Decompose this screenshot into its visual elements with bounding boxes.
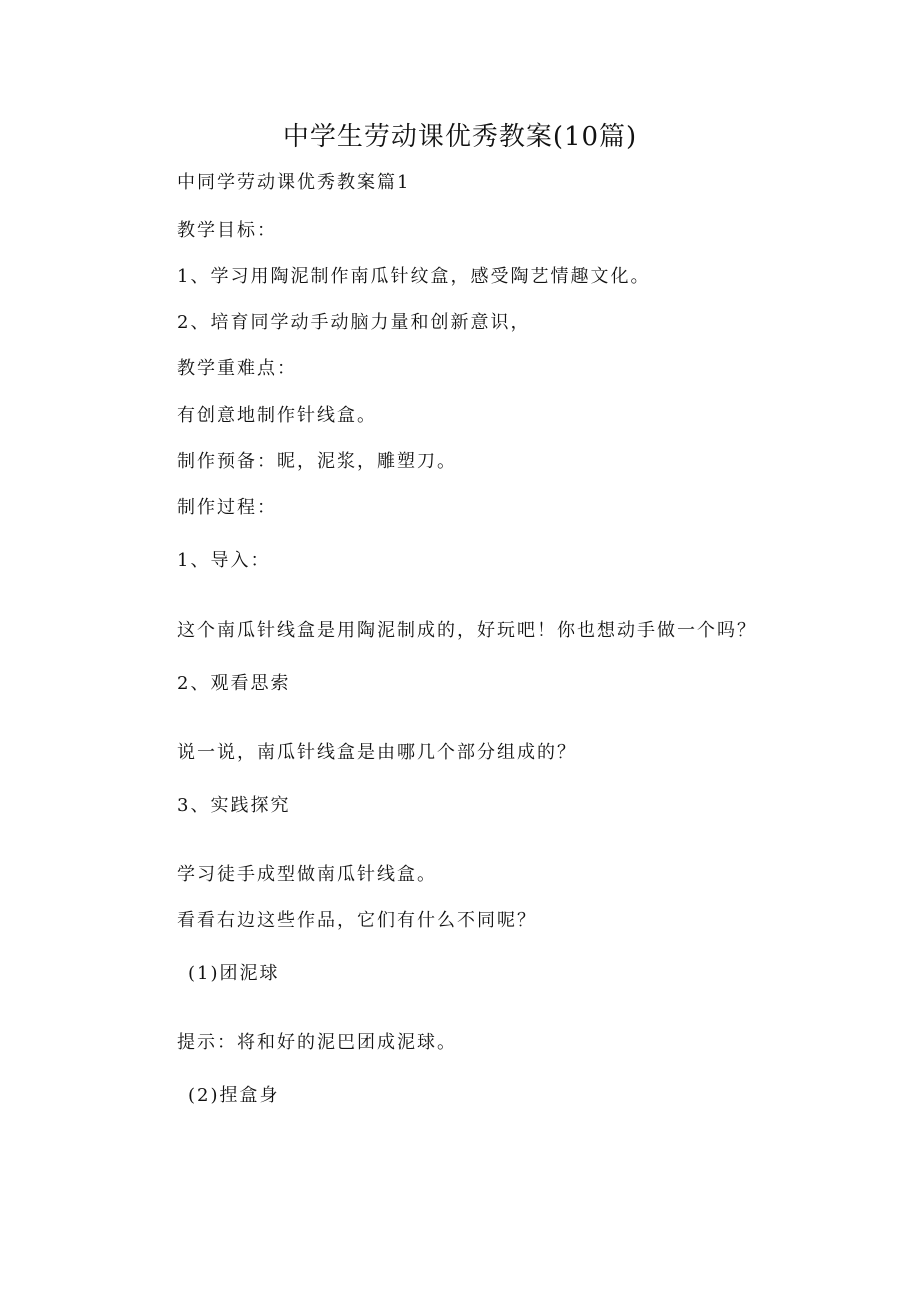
section-heading: 中同学劳动课优秀教案篇1: [177, 172, 411, 193]
text-line: 看看右边这些作品，它们有什么不同呢？: [177, 910, 537, 931]
text-line: 说一说，南瓜针线盒是由哪几个部分组成的？: [177, 742, 577, 763]
text-line: 有创意地制作针线盒。: [177, 405, 377, 426]
text-line: 提示：将和好的泥巴团成泥球。: [177, 1032, 457, 1053]
text-line: 学习徒手成型做南瓜针线盒。: [177, 864, 437, 885]
text-line: (2)捏盒身: [188, 1085, 280, 1106]
text-line: 3、实践探究: [177, 795, 291, 816]
text-line: 1、导入：: [177, 550, 271, 571]
text-line: 1、学习用陶泥制作南瓜针纹盒，感受陶艺情趣文化。: [177, 266, 651, 287]
text-line: 制作预备：昵，泥浆，雕塑刀。: [177, 451, 457, 472]
text-line: 这个南瓜针线盒是用陶泥制成的，好玩吧！你也想动手做一个吗？: [177, 620, 757, 641]
text-line: 教学重难点：: [177, 358, 297, 379]
text-line: (1)团泥球: [188, 963, 280, 984]
text-line: 2、观看思索: [177, 673, 291, 694]
document-title: 中学生劳动课优秀教案(10篇): [282, 122, 638, 152]
text-line: 制作过程：: [177, 497, 277, 518]
text-line: 教学目标：: [177, 220, 277, 241]
text-line: 2、培育同学动手动脑力量和创新意识，: [177, 312, 531, 333]
